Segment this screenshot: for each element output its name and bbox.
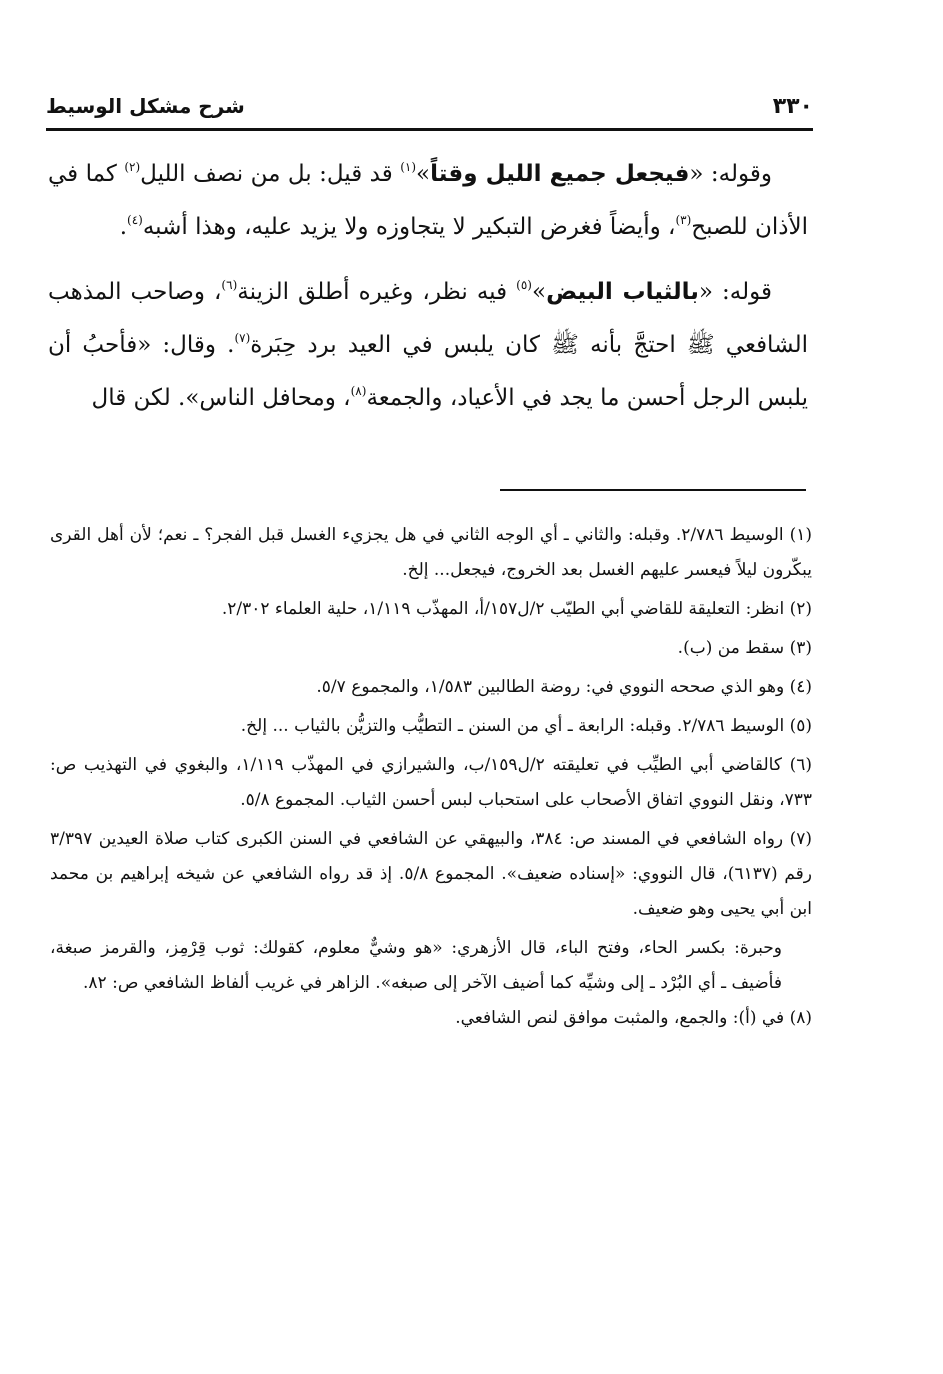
footnote-7-continuation: وحبرة: بكسر الحاء، وفتح الباء، قال الأزهري: «هو وشيٌّ معلوم، كقولك: ثوب قِرْمِز، والقرمز صبغة، فأضيف ـ أي البُرْد ـ إلى وشيِّه كما أضيف الآخر إلى صبغه». الزاهر في غريب ألفاظ الشافعي ص: ٨٢. xyxy=(50,938,782,993)
footnote-8: (٨) في (أ): والجمع، والمثبت موافق لنص الشافعي. xyxy=(455,1008,812,1028)
header-divider xyxy=(46,128,813,131)
footnote-2: (٢) انظر: التعليقة للقاضي أبي الطيّب ٢/ل١٥٧/أ، المهذّب ١/١١٩، حلية العلماء ٢/٣٠٢. xyxy=(221,599,812,619)
footnote-ref: (٣) xyxy=(675,213,692,227)
text-run: ، ومحافل الناس». لكن قال xyxy=(91,385,351,411)
footnotes xyxy=(50,518,812,1040)
footnote-ref: (٦) xyxy=(221,278,238,292)
footnote-6: (٦) كالقاضي أبي الطيِّب في تعليقته ٢/ل١٥٩/ب، والشيرازي في المهذّب ١/١١٩، والبغوي في التهذيب ص: ٧٣٣، ونقل النووي اتفاق الأصحاب على استحباب لبس أحسن الثياب. المجموع ٥/٨. xyxy=(50,755,812,810)
footnote-ref: (٤) xyxy=(127,213,143,227)
footnote-ref: (٨) xyxy=(350,384,367,398)
footnotes-divider xyxy=(500,489,806,491)
page-header xyxy=(46,94,813,128)
text-run: ، وأيضاً فغرض التبكير لا يتجاوزه ولا يزيد عليه، وهذا أشبه xyxy=(142,214,676,240)
text-run: قد قيل: بل من نصف الليل xyxy=(140,161,401,187)
main-text xyxy=(48,148,808,437)
running-title: شرح مشكل الوسيط xyxy=(46,94,245,118)
footnote-ref: (٥) xyxy=(516,278,532,292)
text-run: » xyxy=(531,279,547,305)
text-run: وقوله: « xyxy=(689,161,772,187)
quoted-phrase: بالثياب البيض xyxy=(546,279,699,305)
footnote-ref: (١) xyxy=(400,160,417,174)
text-run: ، وصاحب المذهب الشافعي ﷺ احتجَّ بأنه ﷺ كان يلبس في العيد برد حِبَرة xyxy=(48,279,808,358)
footnote-ref: (٧) xyxy=(234,331,251,345)
footnote-3: (٣) سقط من (ب). xyxy=(677,638,812,658)
text-run: قوله: « xyxy=(698,279,772,305)
page-number: ٣٣٠ xyxy=(772,94,813,119)
footnote-5: (٥) الوسيط ٢/٧٨٦. وقبله: الرابعة ـ أي من السنن ـ التطيُّب والتزيُّن بالثياب ... إلخ. xyxy=(240,716,812,736)
paragraph-2 xyxy=(48,266,808,425)
text-run: . xyxy=(119,214,128,240)
footnote-1: (١) الوسيط ٢/٧٨٦. وقبله: والثاني ـ أي الوجه الثاني في هل يجزيء الغسل قبل الفجر؟ ـ نعم؛ لأن أهل القرى يبكّرون ليلاً فيعسر عليهم الغسل بعد الخروج، فيجعل... إلخ. xyxy=(50,525,812,580)
text-run: كما في الأذان للصبح xyxy=(48,161,808,240)
quoted-phrase: فيجعل جميع الليل وقتاً xyxy=(430,161,690,187)
text-run: فيه نظر، وغيره أطلق الزينة xyxy=(237,279,517,305)
text-run: » xyxy=(416,161,431,187)
footnote-ref: (٢) xyxy=(124,160,141,174)
paragraph-1 xyxy=(48,148,808,254)
footnote-7: (٧) رواه الشافعي في المسند ص: ٣٨٤، والبيهقي عن الشافعي في السنن الكبرى كتاب صلاة العيدين ٣/٣٩٧ رقم (٦١٣٧)، قال النووي: «إسناده ضعيف». المجموع ٥/٨. إذ قد رواه الشافعي عن شيخه إبراهيم بن محمد ابن أبي يحيى وهو ضعيف. xyxy=(50,829,813,919)
footnote-4: (٤) وهو الذي صححه النووي في: روضة الطالبين ١/٥٨٣، والمجموع ٥/٧. xyxy=(316,677,812,697)
text-run: . وقال: «فأحبُ أن يلبس الرجل أحسن ما يجد في الأعياد، والجمعة xyxy=(48,332,808,411)
